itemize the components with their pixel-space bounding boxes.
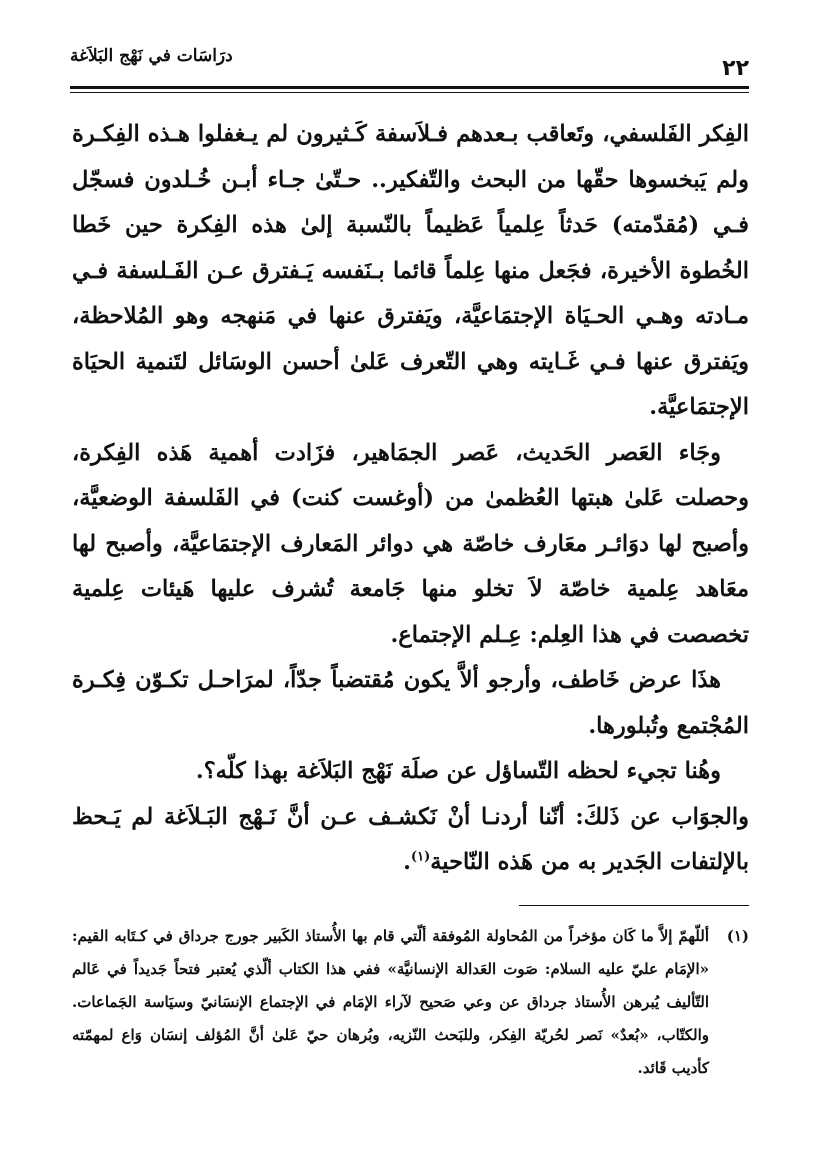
running-title: درَاسَات في نَهْج البَلاَغة — [70, 46, 233, 66]
body-paragraph-1: الفِكر الفَلسفي، وتَعاقب بـعدهم فـلاَسفة كَـثيرون لم يـغفلوا هـذه الفِكـرة ولم يَبخسوها حقّها من البحث والتّفكير.. حـتّىٰ جـاء أبـن خُـلدون فسجّل فـي (مُقدّمته) حَدثاً عِلمياً عَظيماً بالنّسبة إلىٰ هذه الفِكرة حين خَطا الخُطوة الأخيرة، فجَعل منها عِلماً قائما بـنَفسه يَـفترق عـن الفَـلسفة فـي مـادته وهـي الحـيَاة الإجتمَاعيَّة، ويَفترق عنها في مَنهجه وهو المُلاحظة، ويَفترق عنها فـي غَـايته وهي التّعرف عَلىٰ أحسن الوسَائل لتَنمية الحيَاة الإجتمَاعيَّة. — [72, 121, 750, 420]
body-paragraph-5-end: . — [403, 849, 411, 875]
body-paragraph-2: وجَاء العَصر الحَديث، عَصر الجمَاهير، فزَادت أهمية هَذه الفِكرة، وحصلت عَلىٰ هبتها العُظمىٰ من (أوغست كنت) في الفَلسفة الوضعيَّة، وأصبح لها دوَائـر معَارف خاصّة هي دوائر المَعارف الإجتمَاعيَّة، وأصبح لها معَاهد عِلمية خاصّة لاَ تخلو منها جَامعة تُشرف عليها هَيئات عِلمية تخصصت في هذا العِلم: عِـلم الإجتماع. — [72, 439, 749, 648]
body-paragraph-5 — [72, 795, 749, 886]
header-rule-thin — [70, 92, 749, 93]
body-paragraph-3: هذَا عرض خَاطف، وأرجو ألاَّ يكون مُقتضباً جدّاً، لمرَاحـل تكـوّن فِكـرة المُجْتمع وتُبلورها. — [72, 667, 749, 739]
header-rule-thick — [70, 86, 749, 89]
footnote-reference[interactable]: (١) — [410, 849, 431, 865]
page-header — [70, 36, 749, 92]
footnote-1 — [72, 920, 749, 1085]
body-paragraph-4: وهُنا تجيء لحظه التّساؤل عن صلَة نَهْج البَلاَغة بهذا كلّه؟. — [195, 758, 721, 784]
body-paragraph-5-text: والجوَاب عن ذَلكَ: أنّنا أردنـا أنْ نَكشـف عـن أنَّ نَـهْج البَـلاَغة لم يَـحظ بالإلتفات الجَدير به من هَذه النّاحية — [72, 803, 749, 875]
body-text — [72, 112, 749, 886]
footnote-text: أللّهمّ إلاَّ ما كَان مؤخراً من المُحاولة المُوفقة ألّتي قام بها الأُستاذ الكَبير جورج جرداق في كـتَابه القيم: «الإمَام عليّ عليه السلام: صَوت العَدالة الإنسانيَّة» ففي هذا الكتاب ألّذي يُعتبر فتحاً جَديداً في عَالم التّأليف يُبرهن الأُستاذ جرداق عن وعي صَحيح لآراء الإمَام في الإجتماع الإنسَانيّ وسيَاسة الجَماعات. والكتّاب، «بُعدٌ» نَصر لحُريّة الفِكر، وللبَحث النّزيه، وبُرهان حيّ عَلىٰ أنَّ المُؤلف إنسَان وَاع لمهمّته كأديب قَائد. — [72, 927, 710, 1077]
footnotes — [72, 920, 749, 1085]
footnote-marker: (١) — [726, 927, 749, 945]
page-number: ٢٢ — [722, 56, 749, 81]
footnote-separator — [519, 905, 749, 906]
